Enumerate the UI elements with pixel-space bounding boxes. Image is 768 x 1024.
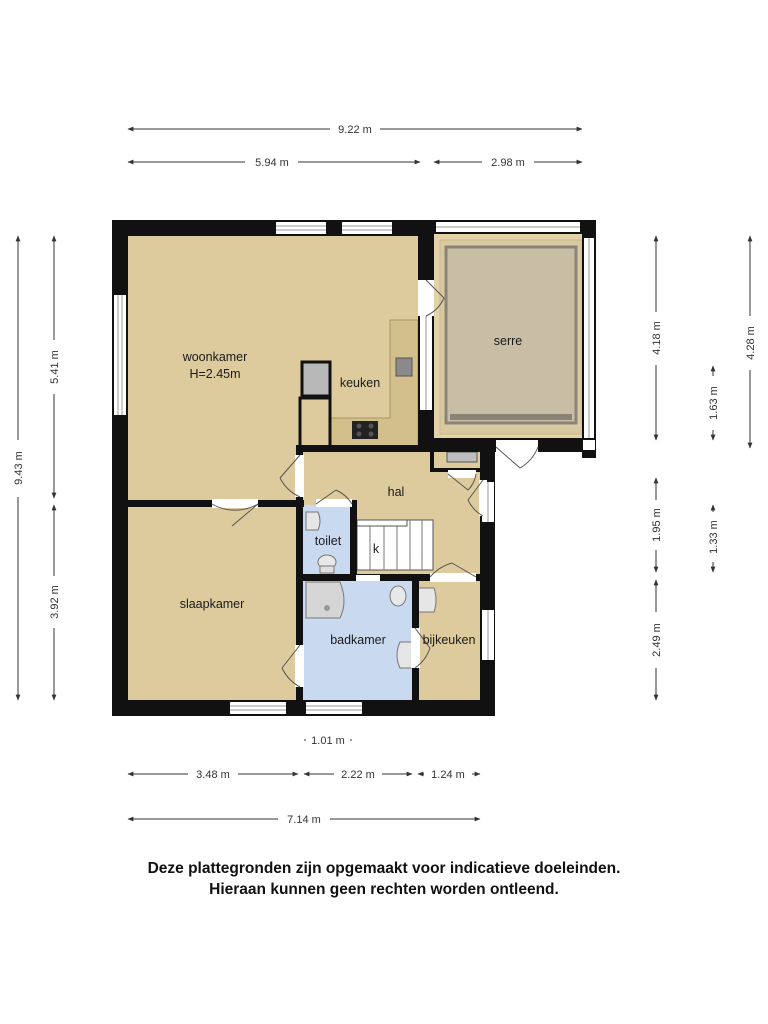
meter-cabinet-icon xyxy=(447,452,477,462)
sink-icon xyxy=(396,358,412,376)
dim-bottom-total: 7.14 m xyxy=(287,814,321,826)
bath-sink-icon xyxy=(397,642,412,668)
dim-top-left: 5.94 m xyxy=(255,157,289,169)
fridge-icon xyxy=(302,362,330,396)
stove-icon xyxy=(352,421,378,439)
room-label-woonkamer-height: H=2.45m xyxy=(189,367,241,381)
dim-bottom-left: 3.48 m xyxy=(196,769,230,781)
room-label-kast: k xyxy=(372,542,380,556)
dim-left-total: 9.43 m xyxy=(13,451,25,485)
dim-bottom-right: 1.24 m xyxy=(431,769,465,781)
room-label-serre: serre xyxy=(493,334,523,348)
dim-right-small-upper: 1.63 m xyxy=(708,386,720,420)
bijkeuken-sink-icon xyxy=(418,588,436,612)
disclaimer xyxy=(0,858,768,900)
dim-bottom-small: 1.01 m xyxy=(311,735,345,747)
room-label-slaapkamer: slaapkamer xyxy=(179,597,245,611)
dim-bottom-mid: 2.22 m xyxy=(341,769,375,781)
washbasin-icon xyxy=(306,512,320,530)
room-label-keuken: keuken xyxy=(339,376,381,390)
room-label-toilet: toilet xyxy=(314,534,342,548)
room-label-bijkeuken: bijkeuken xyxy=(422,633,476,647)
dim-top-total: 9.22 m xyxy=(338,124,372,136)
room-label-hal: hal xyxy=(387,485,405,499)
room-label-badkamer: badkamer xyxy=(330,633,386,647)
dim-right-serre: 4.18 m xyxy=(651,321,663,355)
dim-right-small-lower: 1.33 m xyxy=(708,520,720,554)
disclaimer-line-1: Deze plattegronden zijn opgemaakt voor indicatieve doeleinden. xyxy=(147,860,621,877)
disclaimer-line-2: Hieraan kunnen geen rechten worden ontleend. xyxy=(209,881,559,898)
dim-top-right: 2.98 m xyxy=(491,157,525,169)
shower-icon xyxy=(306,582,344,618)
dim-left-upper: 5.41 m xyxy=(49,350,61,384)
dim-left-lower: 3.92 m xyxy=(49,585,61,619)
dim-right-bijkeuken: 2.49 m xyxy=(651,623,663,657)
dim-right-hal: 1.95 m xyxy=(651,508,663,542)
bath-toilet-icon xyxy=(390,586,406,606)
room-label-woonkamer: woonkamer xyxy=(182,350,248,364)
staircase xyxy=(357,520,433,570)
dim-right-outer: 4.28 m xyxy=(745,326,757,360)
